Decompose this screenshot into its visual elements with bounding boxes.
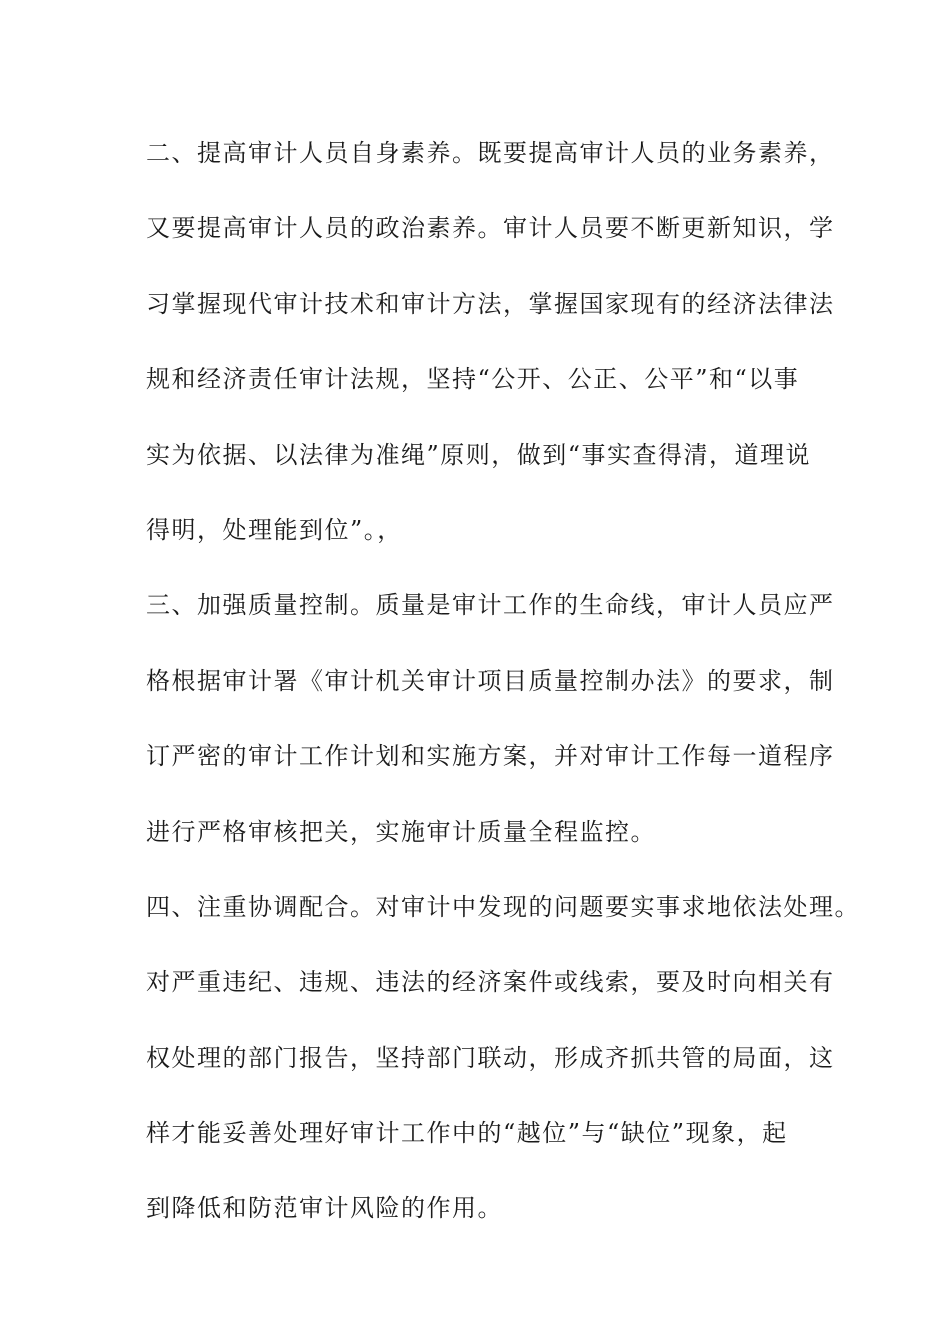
text-line: 三、加强质量控制。质量是审计工作的生命线，审计人员应严 — [146, 591, 835, 620]
text-line: 又要提高审计人员的政治素养。审计人员要不断更新知识，学 — [146, 214, 835, 243]
text-line: 四、注重协调配合。对审计中发现的问题要实事求地依法处理。 — [146, 892, 860, 921]
document-body — [146, 131, 860, 1262]
text-line: 对严重违纪、违规、违法的经济案件或线索，要及时向相关有 — [146, 968, 835, 997]
text-line: 订严密的审计工作计划和实施方案，并对审计工作每一道程序 — [146, 742, 835, 771]
text-line: 得明，处理能到位”。， — [146, 515, 403, 544]
text-line: 习掌握现代审计技术和审计方法，掌握国家现有的经济法律法 — [146, 289, 835, 318]
text-line: 权处理的部门报告，坚持部门联动，形成齐抓共管的局面，这 — [146, 1043, 835, 1072]
text-line: 到降低和防范审计风险的作用。 — [146, 1194, 503, 1223]
text-line: 实为依据、以法律为准绳”原则，做到“事实查得清，道理说 — [146, 440, 812, 469]
text-line: 样才能妥善处理好审计工作中的“越位”与“缺位”现象，起 — [146, 1119, 788, 1148]
text-line: 二、提高审计人员自身素养。既要提高审计人员的业务素养， — [146, 139, 835, 167]
text-line: 格根据审计署《审计机关审计项目质量控制办法》的要求，制 — [146, 666, 835, 695]
text-line: 进行严格审核把关，实施审计质量全程监控。 — [146, 817, 656, 846]
text-line: 规和经济责任审计法规，坚持“公开、公正、公平”和“以事 — [146, 365, 800, 394]
